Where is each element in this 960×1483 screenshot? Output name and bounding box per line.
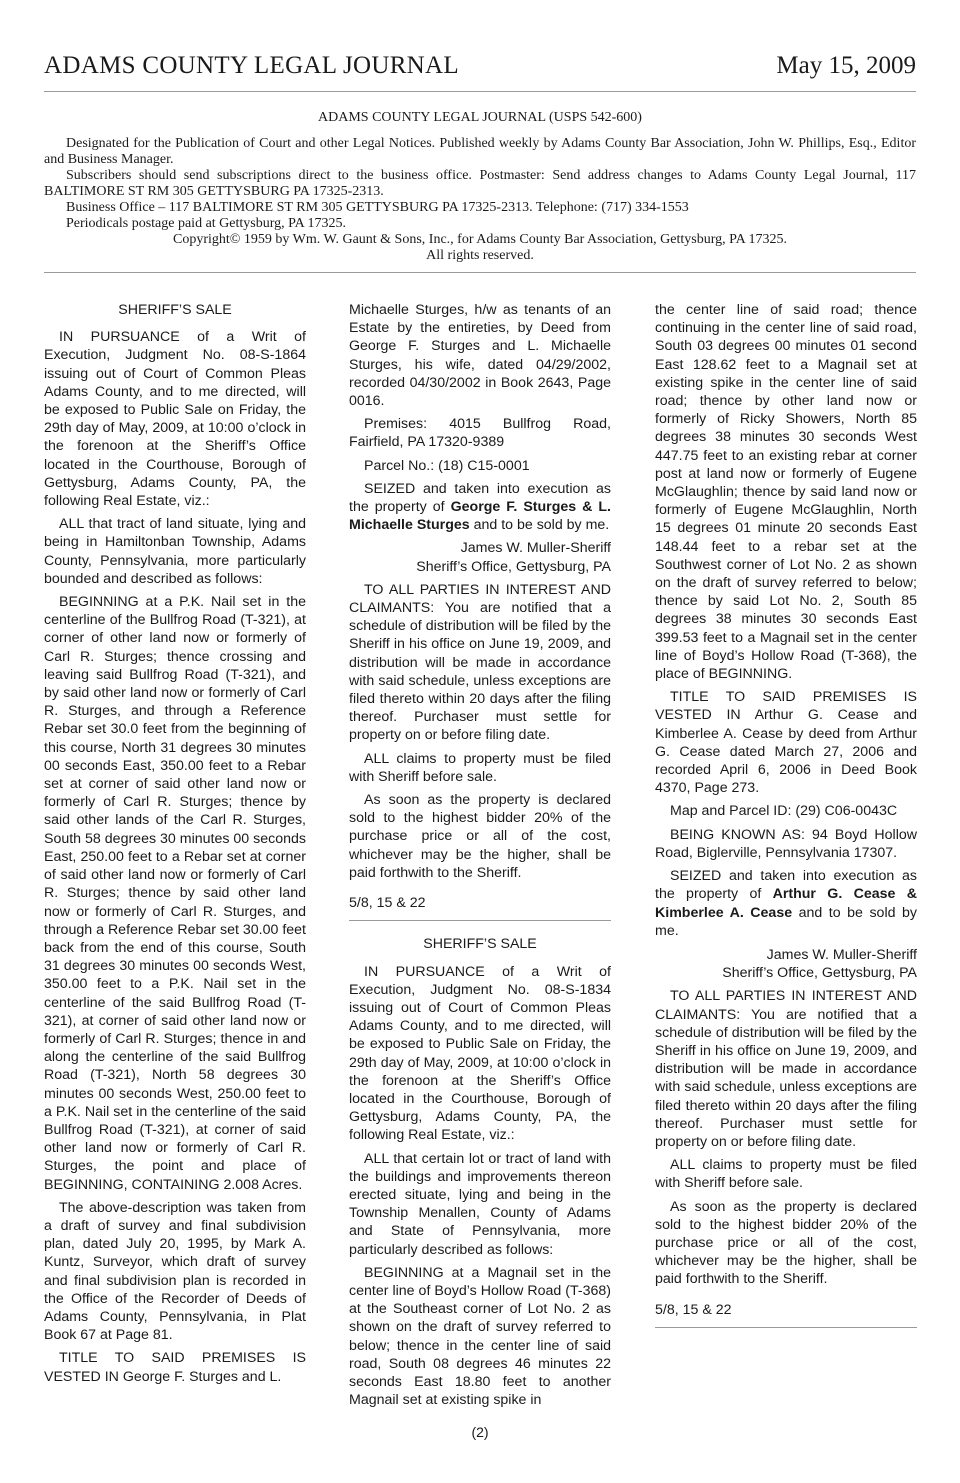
notice-2-sheriff-office: Sheriff’s Office, Gettysburg, PA <box>722 965 917 982</box>
notice-2-boundary-paragraph: BEGINNING at a Magnail set in the center line of Boyd’s Hollow Road (T-368) at the Southeast corner of Lot No. 2 as shown on the draft of survey referred to below; thence in the center line of said road, South 08 degrees 46 minutes 22 seconds East 18.80 feet to another Magnail set at existing spike in <box>349 1264 611 1409</box>
notice-1-title-continuation: Michaelle Sturges, h/w as tenants of an Estate by the entireties, by Deed from George F. Sturges and L. Michaelle Sturges, his wife, dated 04/29/2002, recorded 04/30/2002 in Book 2643, Page 0016. <box>349 302 611 410</box>
notice-2-owner: Arthur G. Cease & Kimberlee A. Cease <box>655 886 917 921</box>
notice-2-seized-tail: and to be sold by me. <box>655 904 917 939</box>
running-header <box>44 52 916 84</box>
notice-divider <box>349 920 611 921</box>
masthead <box>44 110 916 264</box>
column-2 <box>349 301 611 1414</box>
notice-1-bidder: As soon as the property is declared sold to the highest bidder 20% of the purchase price or all of the cost, whichever may be the higher, shall be paid forthwith to the Sheriff. <box>349 792 611 881</box>
notice-1-owner: George F. Sturges & L. Michaelle Sturges <box>349 499 611 534</box>
notice-2-bidder: As soon as the property is declared sold to the highest bidder 20% of the purchase price or all of the cost, whichever may be the higher, shall be paid forthwith to the Sheriff. <box>655 1198 917 1288</box>
notice-2-heading: SHERIFF’S SALE <box>423 936 537 953</box>
notice-2-claims: ALL claims to property must be filed with Sheriff before sale. <box>655 1157 917 1192</box>
masthead-subscriptions: Subscribers should send subscriptions direct to the business office. Postmaster: Send address changes to Adams County Legal Journal, 117 BALTIMORE ST RM 305 GETTYSBURG PA 17325-2313. <box>44 168 916 199</box>
notice-end-divider <box>655 1327 917 1328</box>
masthead-postage: Periodicals postage paid at Gettysburg, PA 17325. <box>66 216 346 231</box>
notice-1-seized-text: SEIZED and taken into execution as the property of <box>349 480 611 516</box>
page-number: (2) <box>471 1424 489 1440</box>
notice-2-writ-paragraph: IN PURSUANCE of a Writ of Execution, Judgment No. 08-S-1834 issuing out of Court of Common Pleas Adams County, and to me directed, will be exposed to Public Sale on Friday, the 29th day of May, 2009, at 10:00 o’clock in the forenoon at the Sheriff’s Office located in the Courthouse, Borough of Gettysburg, Adams County, PA, the following Real Estate, viz.: <box>349 963 611 1144</box>
masthead-designation: Designated for the Publication of Court and other Legal Notices. Published weekly by Adams County Bar Association, John W. Phillips, Esq., Editor and Business Manager. <box>44 136 916 167</box>
notice-2-sheriff-name: James W. Muller-Sheriff <box>766 946 917 963</box>
notice-2-tract-paragraph: ALL that certain lot or tract of land with the buildings and improvements thereon erected situate, lying and being in the Township Menallen, County of Adams and State of Pennsylvania, more particularly described as follows: <box>349 1150 611 1258</box>
header-rule <box>44 91 916 92</box>
masthead-publication-id: ADAMS COUNTY LEGAL JOURNAL (USPS 542-600) <box>318 110 642 125</box>
journal-title: ADAMS COUNTY LEGAL JOURNAL <box>44 52 459 79</box>
notice-1-title-paragraph <box>44 1349 306 1385</box>
masthead-copyright: Copyright© 1959 by Wm. W. Gaunt & Sons, Inc., for Adams County Bar Association, Gettysburg, PA 17325. <box>173 232 787 247</box>
masthead-rights: All rights reserved. <box>426 248 534 263</box>
notice-2-boundary-continuation: the center line of said road; thence continuing in the center line of said road, South 03 degrees 00 minutes 01 second East 128.62 feet to a Magnail set at existing spike in the center line of said road; thence by other land now or formerly of Ricky Showers, North 85 degrees 38 minutes 30 seconds West 447.75 feet to an existing rebar at corner post at land now or formerly of Eugene McGlaughlin; thence by said land now or formerly of Eugene McGlaughlin, North 15 degrees 01 minute 20 seconds East 148.44 feet to a rebar set at the Southwest corner of Lot No. 2 as shown on the draft of survey referred to below; thence by said Lot No. 2, South 85 degrees 38 minutes 30 seconds East 399.53 feet to a Magnail set in the center line of Boyd’s Hollow Road (T-368), the place of BEGINNING. <box>655 302 917 683</box>
notice-1-seized <box>349 480 611 535</box>
notice-2-seized <box>655 867 917 940</box>
notice-1-sheriff-name: James W. Muller-Sheriff <box>460 540 611 557</box>
notice-1-parcel: Parcel No.: (18) C15-0001 <box>364 457 530 474</box>
masthead-business-office: Business Office – 117 BALTIMORE ST RM 305 GETTYSBURG PA 17325-2313. Telephone: (717) 334-1553 <box>66 200 689 215</box>
notice-2-seized-text: SEIZED and taken into execution as the property of <box>655 868 917 903</box>
notice-2-claimants: TO ALL PARTIES IN INTEREST AND CLAIMANTS: You are notified that a schedule of distribution will be filed by the Sheriff in his office on June 19, 2009, and distribution will be made in accordance with said schedule, unless exceptions are filed thereto within 20 days after the filing thereof. Purchaser must settle for property on or before filing date. <box>655 988 917 1150</box>
notice-2-title-paragraph: TITLE TO SAID PREMISES IS VESTED IN Arthur G. Cease and Kimberlee A. Cease by deed from Arthur G. Cease dated March 27, 2006 and recorded April 6, 2006 in Deed Book 4370, Page 273. <box>655 689 917 797</box>
notice-1-title-text: TITLE TO SAID PREMISES IS VESTED IN George F. Sturges and L. <box>44 1350 306 1385</box>
masthead-rule <box>44 272 916 273</box>
notice-1-run-dates: 5/8, 15 & 22 <box>349 895 426 912</box>
notice-1-seized-tail: and to be sold by me. <box>469 517 610 534</box>
notice-2-map-parcel: Map and Parcel ID: (29) C06-0043C <box>670 803 898 820</box>
notice-1-survey-paragraph: The above-description was taken from a draft of survey and final subdivision plan, dated July 20, 1995, by Mark A. Kuntz, Surveyor, which draft of survey and final subdivision plan is recorded in the Office of the Recorder of Deeds of Adams County, Pennsylvania, in Plat Book 67 at Page 81. <box>44 1199 306 1344</box>
column-1 <box>44 301 306 1391</box>
notice-1-claims: ALL claims to property must be filed with Sheriff before sale. <box>349 750 611 785</box>
notice-1-heading: SHERIFF’S SALE <box>118 302 232 318</box>
column-3 <box>655 301 917 1342</box>
notice-1-boundary-paragraph: BEGINNING at a P.K. Nail set in the centerline of the Bullfrog Road (T-321), at corner of other land now or formerly of Carl R. Sturges; thence crossing and leaving said Bullfrog Road (T-321), and by said other land now or formerly of Carl R. Sturges, and through a Reference Rebar set 30.0 feet from the beginning of this course, North 31 degrees 30 minutes 00 seconds East, 350.00 feet to a Rebar set at corner of said other land now or formerly of Carl R. Sturges; thence by said other lands of the Carl R. Sturges, South 58 degrees 30 minutes 00 seconds East, 250.00 feet to a Rebar set at corner of said other land now or formerly of Carl R. Sturges; thence by said other land now or formerly of Carl R. Sturges, and through a Reference Rebar set 30.00 feet back from the end of this course, South 31 degrees 30 minutes 00 seconds West, 350.00 feet to a P.K. Nail set in the centerline of the said Bullfrog Road (T-321), at corner of said other land now or formerly of Carl R. Sturges; thence in and along the centerline of the said Bullfrog Road (T-321), North 58 degrees 30 minutes 00 seconds West, 250.00 feet to a P.K. Nail set in the centerline of the said Bullfrog Road (T-321), at corner of said other land now or formerly of Carl R. Sturges, the point and place of BEGINNING, CONTAINING 2.008 Acres. <box>44 594 306 1193</box>
notice-1-sheriff-office: Sheriff’s Office, Gettysburg, PA <box>416 558 611 575</box>
issue-date: May 15, 2009 <box>776 52 916 79</box>
notice-1-claimants: TO ALL PARTIES IN INTEREST AND CLAIMANTS: You are notified that a schedule of distribution will be filed by the Sheriff in his office on June 19, 2009, and distribution will be made in accordance with said schedule, unless exceptions are filed thereto within 20 days after the filing thereof. Purchaser must settle for property on or before filing date. <box>349 581 611 744</box>
notice-1-tract-paragraph: ALL that tract of land situate, lying and being in Hamiltonban Township, Adams County, Pennsylvania, more particularly bounded and described as follows: <box>44 516 306 587</box>
notice-2-known-as: BEING KNOWN AS: 94 Boyd Hollow Road, Biglerville, Pennsylvania 17307. <box>655 826 917 861</box>
notice-1-writ-paragraph: IN PURSUANCE of a Writ of Execution, Judgment No. 08-S-1864 issuing out of Court of Common Pleas Adams County, and to me directed, will be exposed to Public Sale on Friday, the 29th day of May, 2009, at 10:00 o’clock in the forenoon at the Sheriff’s Office located in the Courthouse, Borough of Gettysburg, Adams County, PA, the following Real Estate, viz.: <box>44 329 306 510</box>
notice-2-run-dates: 5/8, 15 & 22 <box>655 1301 732 1318</box>
notice-1-premises: Premises: 4015 Bullfrog Road, Fairfield, PA 17320-9389 <box>349 416 611 451</box>
